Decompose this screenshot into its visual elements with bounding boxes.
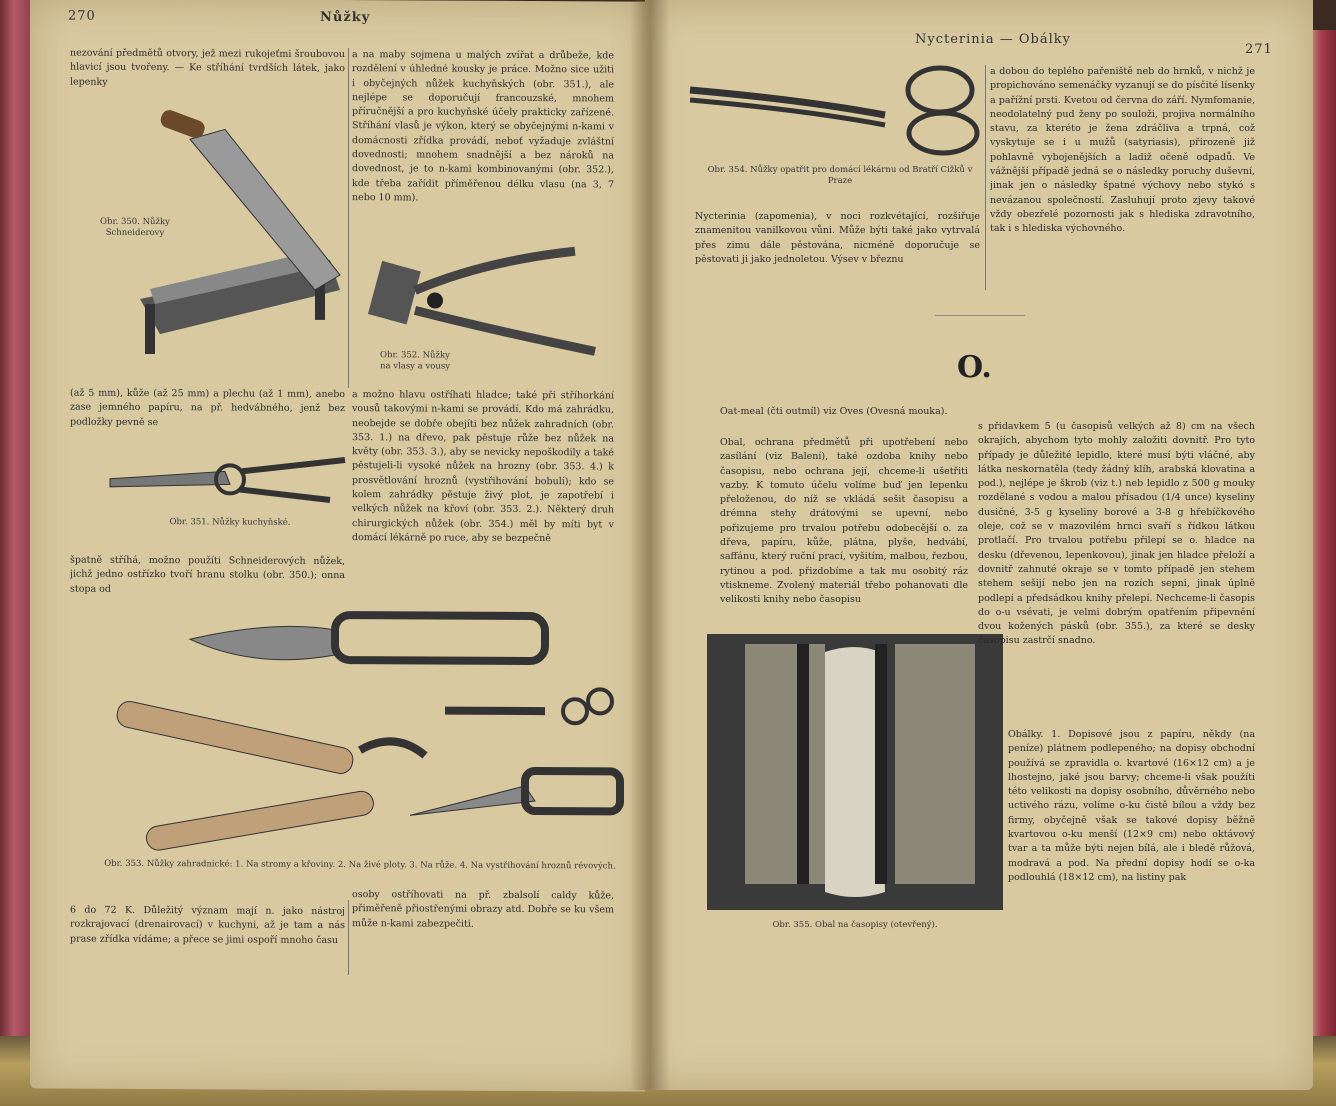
section-rule <box>935 315 1025 316</box>
left-col1-mid: (až 5 mm), kůže (až 25 mm) a plechu (až 1 mm), anebo zase jemného papíru, na př. hedvábného, jenž bez podložky pevně se <box>70 387 345 428</box>
fig-352-hair-clippers <box>365 240 610 361</box>
column-rule-right-top <box>985 65 986 290</box>
obalky-entry: Obálky. 1. Dopisové jsou z papíru, někdy (na peníze) plátnem podlepeného; na dopisy obchodní používá se zpravidla o. kvartové (16×12 cm) a je lhostejno, jaké jsou barvy; chceme-li však použíti této velikosti na dopisy osobního, důvěrného nebo uctivého rázu, volíme o-ku čistě bílou a vždy bez firmy, obyčejně však se takové dopisy běžně kvartovou o-ku menší (12×9 cm) nebo oktávový tvar a ta může býti nejen bílá, ale i bledě růžová, modravá a pod. Na přední dopisy hodí se o-ka podlouhlá (18×12 cm), na listiny pak <box>1008 729 1255 883</box>
left-col2-mid: a možno hlavu ostříhati hladce; také při stříhorkání vousů takovými n-kami se provádí. Kdo má zahrádku, neobejde se dobře obejíti bez nůžek zahradních (obr. 353. 1.) na dřevo, pak pěstuje růže bez nůžek na květy (obr. 353. 3.), aby se nevicky nepoškodily a také pěstujeli-li vysoké nůžek na hrozny (obr. 353. 4.) k prosvětlování hroznů (vystřihování bobulí); kdo se kolem zahrádky pěstuje živý plot, je zapotřebí i velkých nůžek na křoví (obr. 353. 2.). Některý druh chirurgických nůžek (obr. 354.) měl by míti byt v domácí lékárně po ruce, aby se bezpečně <box>352 389 614 545</box>
column-rule <box>348 48 349 388</box>
left-col1-bottom: 6 do 72 K. Důležitý význam mají n. jako nástroj rozkrajovací (drenairovací) v kuchyni, až je tam a nás prase zřídka vídáme; a přece se jimi ospoří mnoho času <box>70 904 345 946</box>
page-number-right: 271 <box>1245 42 1273 57</box>
running-head-left: Nůžky <box>320 9 371 26</box>
fig-352-caption: Obr. 352. Nůžky na vlasy a vousy <box>379 350 451 372</box>
running-head-right: Nycterinia — Obálky <box>915 32 1071 47</box>
left-col1-top: nezování předmětů otvory, jež mezi rukojeťmi šroubovou hlavicí jsou tvořeny. — Ke stříhání tvrdších látek, jako lepenky <box>70 47 345 88</box>
nycterinia-entry: Nycterinia (zapomenia), v noci rozkvétající, rozšiřuje znamenitou vanilkovou vůni. Může býti také jako vytrvalá přes zimu dále pěstována, nicméně doporučuje se pěstovati ji jako jednoletou. Výsev v březnu <box>695 211 980 265</box>
book-gutter <box>630 0 670 1090</box>
right-col-top: a dobou do teplého pařeniště neb do hrnků, v nichž je propichováno semenáčky vyzanují se do písčité lísenky a pařížní prsti. Kvetou od června do září. Nymfomanie, neodolatelný pud ženy po souloži, projiva normálního stavu, za kteréto je žena zdráčliva a trpná, což vyskytuje se i u mužů (satyriasis), přirozeně již pohlavně vybojenějších a ladiž očeně odpadů. Ve vážnější případě jedná se o následky poruchy duševní, jinak jen o následky špatné výchovy nebo stykó s nevázanou společností. Zasluhují proto zjevy takové vždy obezřelé pozornosti jak s hlediska zdravotního, tak i s hlediska výchovného. <box>990 66 1255 235</box>
fig-354-surgical-scissors <box>685 60 985 160</box>
fig-353-garden-shears <box>105 599 625 862</box>
fig-350-caption: Obr. 350. Nůžky Schneiderovy <box>100 216 170 239</box>
obal-entry: Obal, ochrana předmětů při upotřebení nebo zasílání (viz Balení), také ozdoba knihy nebo časopisu, nebo ochrana její, chceme-li ušetřiti vazby. K tomuto účelu volíme buď jen lepenku přeloženou, do níž se vkládá sešit časopisu a drémna stehy drátovými se upevní, nebo pořizujeme pro trvalou potřebu odobecější o. za dřeva, papíru, kůže, plátna, plyše, hedvábí, saffánu, který ruční prací, vyšitím, malbou, řezbou, rytinou a pod. přizdobíme a tak mu osobitý ráz vtiskneme. Zvolený materiál třebo pohanovati dle velikosti knihy nebo časopisu <box>720 437 968 606</box>
left-page <box>30 0 645 1092</box>
fig-355-caption: Obr. 355. Obal na časopisy (otevřený). <box>772 920 938 930</box>
column-rule-bottom <box>348 900 349 975</box>
fig-354-caption: Obr. 354. Nůžky opatřit pro domácí lékárnu od Bratří Cižků v Praze <box>707 165 973 186</box>
fig-351-kitchen-scissors <box>105 449 350 520</box>
left-col2-bottom: osoby ostříhovati na př. zbalsolí caldy kůže, přiměřeně přiostřenými obrazy atd. Dobře se ku všem může n-kami zabezpečiti. <box>352 889 614 930</box>
section-letter: O. <box>957 350 992 385</box>
obal-continued: s přidavkem 5 (u časopisů velkých až 8) cm na všech okrajích, abychom tyto mohly založiti dovnitř. Pro tyto případy je důležité lepidlo, které musí býti vláčné, aby látka neskornatěla (tedy žádný klíh, arabská klovatina a pod.), nejlépe je škrob (viz t.) neb lepidlo z 500 g mouky rozdělané s vodou a malou přísadou (1/4 unce) kyseliny dusičné, 3-5 g kyseliny borové a 3-8 g hřebíčkového oleje, což se v mazovilém hrnci svaří s řídkou látkou protlačí. Pro trvalou potřebu přilepí se o. hladce na desku (dřevenou, lepenkovou), jinak jen hladce přeloží a dovnitř zahnuté okraje se v tomto případě jen stehem stehem sešijí nebo jen na rozích sepni, jinak úplně podlepí a předsádkou knihy přelepí. Nechceme-li časopis do o-u vsévati, je velmi dobrým opatřením připevnění dvou kožených pásků (obr. 355.), za které se desky časopisu zastrčí snadno. <box>978 421 1255 647</box>
book-cover-edge-left <box>0 0 34 1106</box>
left-col2-top: a na maby sojmena u malých zvířat a drůbeže, kde rozdělení v úhledné kousky je práce. Možno sice užiti i obyčejných nůžek kuchyňských (obr. 351.), ale nejlépe se doporučují francouzské, mnohem příručnější a pro kuchyňské účely prakticky zařízené. Stříhání vlasů je výkon, který se obyčejnými n-kami v domácnosti zřídka provádí, neboť vyžaduje zvláštní dovednosti; mnohem snadnější a bez nároků na dovednost, je to n-kami kombinovanými (obr. 352.), kde třeba zařídit příměřenou délku vlasu (na 3, 7 nebo 10 mm). <box>352 49 614 204</box>
page-number-left: 270 <box>68 8 96 24</box>
fig-355-magazine-cover <box>705 632 1005 912</box>
fig-351-caption: Obr. 351. Nůžky kuchyňské. <box>169 517 291 528</box>
right-page <box>645 0 1313 1090</box>
left-col1-lower: špatně stříhá, možno použíti Schneiderových nůžek, jichž jedno ostřízko tvoří hranu stolku (obr. 350.); onna stopa od <box>70 554 345 595</box>
fig-353-caption: Obr. 353. Nůžky zahradnické: 1. Na stromy a křoviny. 2. Na živé ploty. 3. Na růže. 4. Na vystřihování hroznů révových. <box>104 858 616 872</box>
oat-meal-entry: Oat-meal (čti outmíl) viz Oves (Ovesná mouka). <box>720 406 948 417</box>
